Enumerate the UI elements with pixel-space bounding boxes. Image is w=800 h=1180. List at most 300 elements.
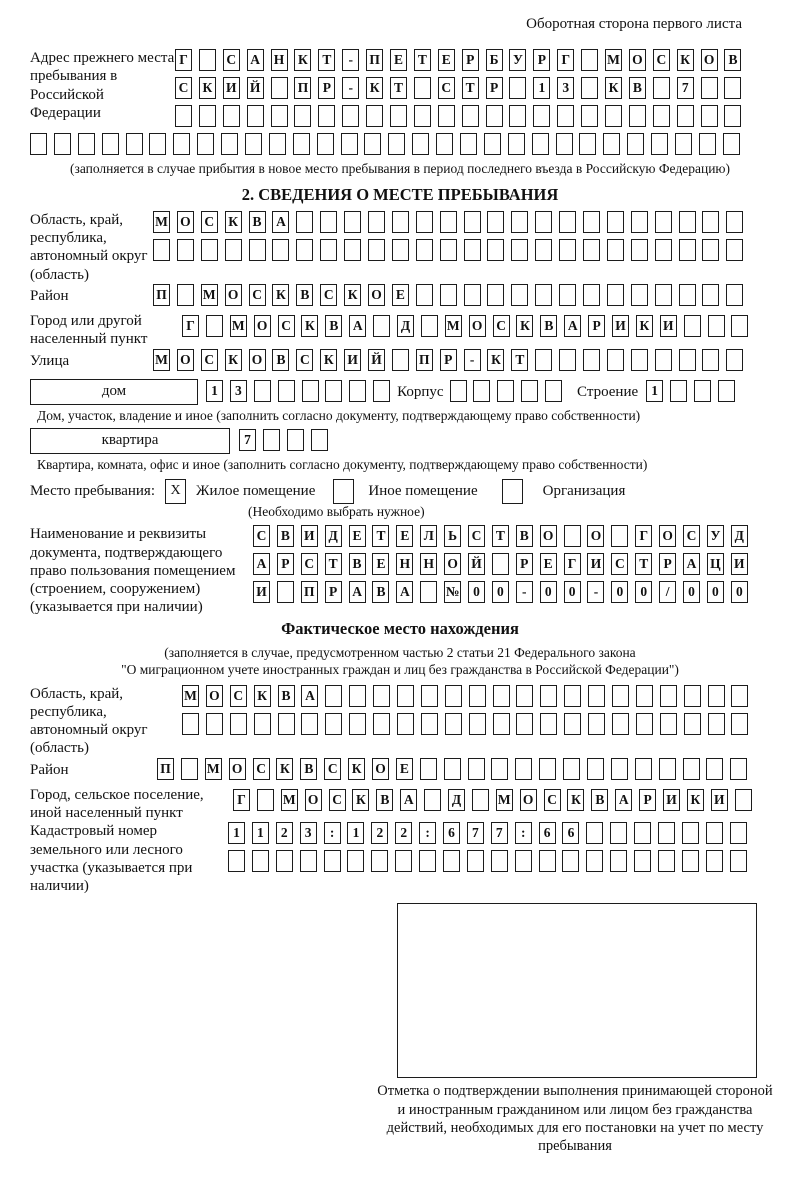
char-cell: 0 (683, 581, 700, 603)
fact-gorod-block (30, 786, 770, 823)
char-cell (588, 685, 605, 707)
kvartira-box-label: квартира (30, 428, 230, 454)
char-cell (373, 315, 390, 337)
char-cell (472, 789, 489, 811)
char-cell (533, 105, 550, 127)
char-cell (395, 850, 412, 872)
char-cell (509, 77, 526, 99)
char-cell (221, 133, 238, 155)
char-cell (611, 758, 628, 780)
char-cell: К (276, 758, 293, 780)
char-cell (325, 713, 342, 735)
char-cell (521, 380, 538, 402)
char-cell: В (278, 685, 295, 707)
char-cell: А (564, 315, 581, 337)
char-cell: Й (368, 349, 385, 371)
char-cell (655, 239, 672, 261)
char-cell (421, 315, 438, 337)
char-cell (535, 211, 552, 233)
char-cell (581, 77, 598, 99)
char-cell (467, 850, 484, 872)
char-cell (419, 850, 436, 872)
char-cell: О (701, 49, 718, 71)
char-cell: К (605, 77, 622, 99)
char-cell (247, 105, 264, 127)
char-cell: : (324, 822, 341, 844)
char-cell (388, 133, 405, 155)
raion-row (153, 284, 750, 307)
char-cell: : (419, 822, 436, 844)
char-cell (468, 758, 485, 780)
char-cell: В (591, 789, 608, 811)
char-cell (228, 850, 245, 872)
char-cell: Г (182, 315, 199, 337)
char-cell: М (230, 315, 247, 337)
char-cell: 0 (492, 581, 509, 603)
char-cell: Л (420, 525, 437, 547)
char-cell (586, 822, 603, 844)
char-cell (610, 850, 627, 872)
char-cell: М (281, 789, 298, 811)
char-cell (443, 850, 460, 872)
char-cell (126, 133, 143, 155)
char-cell: Т (414, 49, 431, 71)
char-cell (702, 211, 719, 233)
char-cell (612, 685, 629, 707)
char-cell (249, 239, 266, 261)
char-cell: 0 (564, 581, 581, 603)
prev-address-row-2 (175, 77, 748, 100)
fact-raion-label: Район (30, 761, 69, 778)
char-cell: А (400, 789, 417, 811)
char-cell (320, 239, 337, 261)
char-cell: В (249, 211, 266, 233)
char-cell (414, 77, 431, 99)
char-cell: А (349, 315, 366, 337)
char-cell: К (254, 685, 271, 707)
char-cell (278, 380, 295, 402)
char-cell (436, 133, 453, 155)
char-cell (579, 133, 596, 155)
char-cell (636, 685, 653, 707)
char-cell (658, 850, 675, 872)
checkbox-organizaciya (502, 479, 523, 504)
ulitsa-row (153, 349, 750, 372)
char-cell: В (724, 49, 741, 71)
fact-oblast-label: Область, край, республика, автономный округ (область) (30, 685, 148, 757)
char-cell: 7 (467, 822, 484, 844)
char-cell (445, 713, 462, 735)
char-cell (684, 713, 701, 735)
char-cell (706, 758, 723, 780)
char-cell (464, 284, 481, 306)
char-cell (587, 758, 604, 780)
char-cell: Р (440, 349, 457, 371)
char-cell: С (201, 211, 218, 233)
char-cell (730, 850, 747, 872)
fact-note-1: (заполняется в случае, предусмотренном частью 2 статьи 21 Федерального закона (164, 644, 636, 660)
char-cell: Т (492, 525, 509, 547)
page-side-note: Оборотная сторона первого листа (526, 16, 742, 32)
prev-address-block (30, 49, 770, 133)
fact-title: Фактическое место нахождения (281, 618, 519, 638)
char-cell: С (175, 77, 192, 99)
char-cell (263, 429, 280, 451)
char-cell: Р (462, 49, 479, 71)
char-cell (271, 105, 288, 127)
char-cell (364, 133, 381, 155)
char-cell (444, 758, 461, 780)
char-cell (254, 713, 271, 735)
char-cell (706, 822, 723, 844)
char-cell (708, 713, 725, 735)
char-cell (149, 133, 166, 155)
char-cell (603, 133, 620, 155)
oblast-row-1 (153, 211, 750, 234)
doc-cells (253, 525, 755, 609)
doc-row-3 (253, 581, 755, 604)
mesto-option-zhiloe-label: Жилое помещение (196, 483, 316, 500)
dom-cells (206, 380, 397, 403)
char-cell (317, 133, 334, 155)
char-cell (629, 105, 646, 127)
char-cell: С (329, 789, 346, 811)
char-cell (349, 685, 366, 707)
char-cell (607, 211, 624, 233)
char-cell: Т (635, 553, 652, 575)
char-cell: М (496, 789, 513, 811)
char-cell (559, 284, 576, 306)
char-cell: 0 (707, 581, 724, 603)
char-cell: П (153, 284, 170, 306)
char-cell: Т (325, 553, 342, 575)
fact-oblast-block (30, 685, 770, 758)
char-cell: В (376, 789, 393, 811)
oblast-label: Область, край, республика, автономный округ (область) (30, 211, 148, 283)
char-cell: М (445, 315, 462, 337)
char-cell (702, 284, 719, 306)
char-cell (344, 239, 361, 261)
fact-note-2: "О миграционном учете иностранных граждан и лиц без гражданства в Российской Федерации") (121, 661, 679, 677)
char-cell: - (587, 581, 604, 603)
char-cell (557, 105, 574, 127)
char-cell (390, 105, 407, 127)
char-cell: С (493, 315, 510, 337)
gorod-row (182, 312, 755, 338)
char-cell (311, 429, 328, 451)
char-cell (670, 380, 687, 402)
char-cell (277, 581, 294, 603)
char-cell (276, 850, 293, 872)
char-cell (445, 685, 462, 707)
char-cell (675, 133, 692, 155)
char-cell: Е (392, 284, 409, 306)
char-cell (424, 789, 441, 811)
char-cell (324, 850, 341, 872)
char-cell (371, 850, 388, 872)
char-cell: П (416, 349, 433, 371)
char-cell (509, 105, 526, 127)
char-cell: К (199, 77, 216, 99)
char-cell: К (487, 349, 504, 371)
char-cell: Р (639, 789, 656, 811)
char-cell (368, 239, 385, 261)
char-cell: С (320, 284, 337, 306)
char-cell: 3 (300, 822, 317, 844)
char-cell: О (249, 349, 266, 371)
char-cell (487, 239, 504, 261)
char-cell (655, 211, 672, 233)
char-cell: С (249, 284, 266, 306)
char-cell: - (342, 49, 359, 71)
char-cell (659, 758, 676, 780)
char-cell (559, 211, 576, 233)
char-cell: С (296, 349, 313, 371)
char-cell (440, 211, 457, 233)
char-cell (701, 77, 718, 99)
char-cell (679, 349, 696, 371)
prev-address-cells (175, 49, 748, 133)
fact-raion-row (157, 758, 754, 781)
char-cell: - (464, 349, 481, 371)
mesto-option-inoe-label: Иное помещение (368, 483, 478, 500)
char-cell (491, 850, 508, 872)
char-cell (607, 349, 624, 371)
char-cell: Ь (444, 525, 461, 547)
char-cell: П (366, 49, 383, 71)
char-cell (540, 713, 557, 735)
char-cell (349, 380, 366, 402)
kvartira-note: Квартира, комната, офис и иное (заполнить согласно документу, подтверждающему право собственности) (37, 456, 648, 472)
char-cell (199, 105, 216, 127)
mesto-note: (Необходимо выбрать нужное) (248, 504, 425, 520)
char-cell: Д (325, 525, 342, 547)
char-cell: С (223, 49, 240, 71)
char-cell (702, 349, 719, 371)
char-cell: О (520, 789, 537, 811)
char-cell: С (301, 553, 318, 575)
char-cell: Р (516, 553, 533, 575)
char-cell (726, 211, 743, 233)
char-cell: Р (659, 553, 676, 575)
char-cell (535, 349, 552, 371)
kadastr-block (30, 822, 770, 895)
char-cell: У (509, 49, 526, 71)
char-cell: В (629, 77, 646, 99)
char-cell (730, 758, 747, 780)
char-cell (564, 525, 581, 547)
char-cell: 2 (395, 822, 412, 844)
char-cell: Е (540, 553, 557, 575)
char-cell (731, 315, 748, 337)
char-cell (223, 105, 240, 127)
char-cell (438, 105, 455, 127)
char-cell (368, 211, 385, 233)
char-cell: К (301, 315, 318, 337)
char-cell: И (223, 77, 240, 99)
char-cell (658, 822, 675, 844)
char-cell (653, 77, 670, 99)
char-cell: И (301, 525, 318, 547)
char-cell: О (305, 789, 322, 811)
char-cell: 7 (491, 822, 508, 844)
char-cell: О (469, 315, 486, 337)
char-cell: В (296, 284, 313, 306)
fact-gorod-row (233, 786, 759, 812)
char-cell (414, 105, 431, 127)
char-cell (532, 133, 549, 155)
char-cell (651, 133, 668, 155)
char-cell (679, 239, 696, 261)
char-cell: М (201, 284, 218, 306)
char-cell: Й (468, 553, 485, 575)
char-cell: Р (325, 581, 342, 603)
char-cell: В (325, 315, 342, 337)
char-cell (631, 349, 648, 371)
char-cell: С (468, 525, 485, 547)
gorod-label: Город или другой населенный пункт (30, 313, 148, 348)
char-cell (708, 315, 725, 337)
char-cell: О (444, 553, 461, 575)
char-cell (730, 822, 747, 844)
char-cell: А (683, 553, 700, 575)
char-cell (420, 581, 437, 603)
char-cell: 1 (228, 822, 245, 844)
char-cell: 0 (468, 581, 485, 603)
char-cell (682, 850, 699, 872)
char-cell: 6 (443, 822, 460, 844)
char-cell (679, 284, 696, 306)
char-cell: К (294, 49, 311, 71)
char-cell (30, 133, 47, 155)
char-cell: А (396, 581, 413, 603)
char-cell: 0 (540, 581, 557, 603)
char-cell: И (731, 553, 748, 575)
char-cell (469, 713, 486, 735)
char-cell (607, 284, 624, 306)
char-cell: К (687, 789, 704, 811)
char-cell: И (711, 789, 728, 811)
char-cell (293, 133, 310, 155)
char-cell (508, 133, 525, 155)
char-cell: : (515, 822, 532, 844)
korpus-cells (450, 380, 569, 403)
char-cell: Т (511, 349, 528, 371)
char-cell: Г (175, 49, 192, 71)
char-cell (341, 133, 358, 155)
char-cell (634, 850, 651, 872)
char-cell (655, 349, 672, 371)
char-cell (182, 713, 199, 735)
char-cell (373, 380, 390, 402)
mesto-label: Место пребывания: (30, 483, 155, 500)
char-cell: - (516, 581, 533, 603)
char-cell: Е (349, 525, 366, 547)
mesto-block (30, 479, 770, 504)
char-cell (497, 380, 514, 402)
char-cell (735, 789, 752, 811)
char-cell: А (253, 553, 270, 575)
char-cell (635, 758, 652, 780)
char-cell: С (324, 758, 341, 780)
char-cell: Р (318, 77, 335, 99)
char-cell (631, 211, 648, 233)
char-cell: С (544, 789, 561, 811)
char-cell: П (157, 758, 174, 780)
fact-oblast-cells (182, 685, 755, 741)
char-cell: О (177, 349, 194, 371)
char-cell (397, 685, 414, 707)
char-cell (487, 284, 504, 306)
char-cell (206, 315, 223, 337)
char-cell (545, 380, 562, 402)
char-cell: М (153, 349, 170, 371)
char-cell (373, 713, 390, 735)
char-cell: М (182, 685, 199, 707)
char-cell (511, 211, 528, 233)
char-cell (586, 850, 603, 872)
dom-note: Дом, участок, владение и иное (заполнить согласно документу, подтверждающему право собственности) (37, 407, 641, 423)
char-cell: Р (588, 315, 605, 337)
char-cell (153, 239, 170, 261)
char-cell: Й (247, 77, 264, 99)
char-cell (325, 685, 342, 707)
char-cell (684, 685, 701, 707)
char-cell (392, 239, 409, 261)
char-cell: К (348, 758, 365, 780)
char-cell (300, 850, 317, 872)
char-cell (539, 850, 556, 872)
char-cell (199, 49, 216, 71)
char-cell: Т (390, 77, 407, 99)
char-cell (701, 105, 718, 127)
char-cell (296, 239, 313, 261)
char-cell (588, 713, 605, 735)
char-cell: Г (233, 789, 250, 811)
kadastr-label: Кадастровый номер земельного или лесного участка (указывается при наличии) (30, 823, 193, 895)
char-cell: Е (396, 758, 413, 780)
char-cell (201, 239, 218, 261)
oblast-cells (153, 211, 750, 267)
char-cell (342, 105, 359, 127)
char-cell (682, 822, 699, 844)
char-cell (197, 133, 214, 155)
char-cell: И (612, 315, 629, 337)
char-cell (610, 822, 627, 844)
char-cell: Н (271, 49, 288, 71)
char-cell (373, 685, 390, 707)
char-cell (486, 105, 503, 127)
char-cell: / (659, 581, 676, 603)
char-cell (272, 239, 289, 261)
char-cell: Т (372, 525, 389, 547)
char-cell: К (320, 349, 337, 371)
char-cell (684, 315, 701, 337)
char-cell: С (230, 685, 247, 707)
char-cell (627, 133, 644, 155)
char-cell: М (605, 49, 622, 71)
char-cell (535, 239, 552, 261)
char-cell: 7 (677, 77, 694, 99)
char-cell (655, 284, 672, 306)
ulitsa-block (30, 349, 770, 377)
char-cell (581, 105, 598, 127)
char-cell: И (587, 553, 604, 575)
char-cell (245, 133, 262, 155)
fact-gorod-label: Город, сельское поселение, иной населенный пункт (30, 786, 204, 821)
char-cell (706, 850, 723, 872)
char-cell (516, 713, 533, 735)
